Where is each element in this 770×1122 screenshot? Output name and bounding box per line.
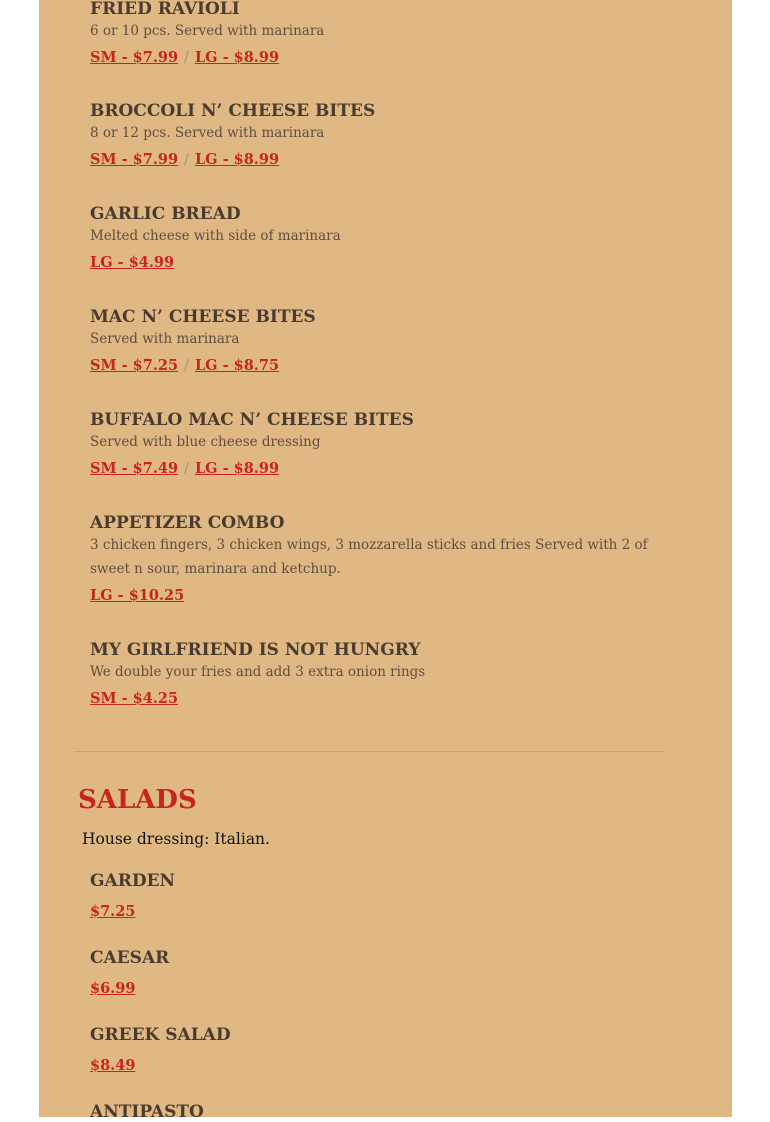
price-separator: / bbox=[184, 358, 189, 374]
price-row bbox=[90, 1056, 690, 1076]
price-row bbox=[90, 356, 690, 376]
price-row bbox=[90, 689, 690, 709]
price-small[interactable]: SM - $7.99 bbox=[90, 49, 179, 66]
item-description: 6 or 10 pcs. Served with marinara bbox=[90, 23, 325, 39]
item-name: BUFFALO MAC N’ CHEESE BITES bbox=[90, 410, 414, 430]
price-large[interactable]: LG - $8.75 bbox=[194, 357, 280, 374]
menu-panel bbox=[39, 0, 732, 1122]
item-name: MAC N’ CHEESE BITES bbox=[90, 307, 316, 327]
price-large[interactable]: LG - $10.25 bbox=[90, 587, 185, 604]
section-title-salads: SALADS bbox=[78, 785, 197, 815]
menu-item-fried-ravioli bbox=[90, 0, 690, 68]
menu-item-garlic-bread bbox=[90, 204, 690, 273]
item-description: Served with blue cheese dressing bbox=[90, 434, 321, 450]
item-description: 3 chicken fingers, 3 chicken wings, 3 mozzarella sticks and fries Served with 2 of sweet n sour, marinara and ketchup. bbox=[90, 537, 648, 577]
section-divider bbox=[74, 751, 665, 752]
item-name: FRIED RAVIOLI bbox=[90, 0, 240, 19]
item-description: Melted cheese with side of marinara bbox=[90, 228, 341, 244]
item-name: ANTIPASTO bbox=[90, 1102, 204, 1122]
menu-item-mac-cheese-bites bbox=[90, 307, 690, 376]
item-name: BROCCOLI N’ CHEESE BITES bbox=[90, 101, 376, 121]
item-name: GREEK SALAD bbox=[90, 1025, 231, 1045]
menu-item-broccoli-cheese-bites bbox=[90, 101, 690, 170]
price[interactable]: $6.99 bbox=[90, 980, 136, 997]
item-name: CAESAR bbox=[90, 948, 170, 968]
price-row bbox=[90, 586, 665, 606]
price-separator: / bbox=[184, 50, 189, 66]
price-small[interactable]: SM - $4.25 bbox=[90, 690, 179, 707]
price-row bbox=[90, 48, 690, 68]
price-small[interactable]: SM - $7.25 bbox=[90, 357, 179, 374]
menu-item-appetizer-combo bbox=[90, 513, 665, 606]
item-description: Served with marinara bbox=[90, 331, 240, 347]
price-large[interactable]: LG - $8.99 bbox=[194, 49, 280, 66]
price-row bbox=[90, 459, 690, 479]
item-name: GARDEN bbox=[90, 871, 176, 891]
price-large[interactable]: LG - $8.99 bbox=[194, 151, 280, 168]
price-separator: / bbox=[184, 461, 189, 477]
item-name: GARLIC BREAD bbox=[90, 204, 241, 224]
menu-item-garden bbox=[90, 871, 690, 922]
item-name: MY GIRLFRIEND IS NOT HUNGRY bbox=[90, 640, 421, 660]
price-large[interactable]: LG - $4.99 bbox=[90, 254, 175, 271]
menu-item-caesar bbox=[90, 948, 690, 999]
price[interactable]: $7.25 bbox=[90, 903, 136, 920]
section-note: House dressing: Italian. bbox=[82, 830, 270, 848]
price[interactable]: $8.49 bbox=[90, 1057, 136, 1074]
menu-item-antipasto bbox=[90, 1102, 690, 1122]
price-row bbox=[90, 902, 690, 922]
price-row bbox=[90, 253, 690, 273]
menu-item-buffalo-mac-cheese-bites bbox=[90, 410, 690, 479]
price-small[interactable]: SM - $7.49 bbox=[90, 460, 179, 477]
menu-item-my-girlfriend-is-not-hungry bbox=[90, 640, 690, 709]
menu-item-greek-salad bbox=[90, 1025, 690, 1076]
price-row bbox=[90, 979, 690, 999]
price-large[interactable]: LG - $8.99 bbox=[194, 460, 280, 477]
item-description: We double your fries and add 3 extra onion rings bbox=[90, 664, 426, 680]
item-name: APPETIZER COMBO bbox=[90, 513, 285, 533]
item-description: 8 or 12 pcs. Served with marinara bbox=[90, 125, 325, 141]
price-small[interactable]: SM - $7.99 bbox=[90, 151, 179, 168]
price-row bbox=[90, 150, 690, 170]
price-separator: / bbox=[184, 152, 189, 168]
